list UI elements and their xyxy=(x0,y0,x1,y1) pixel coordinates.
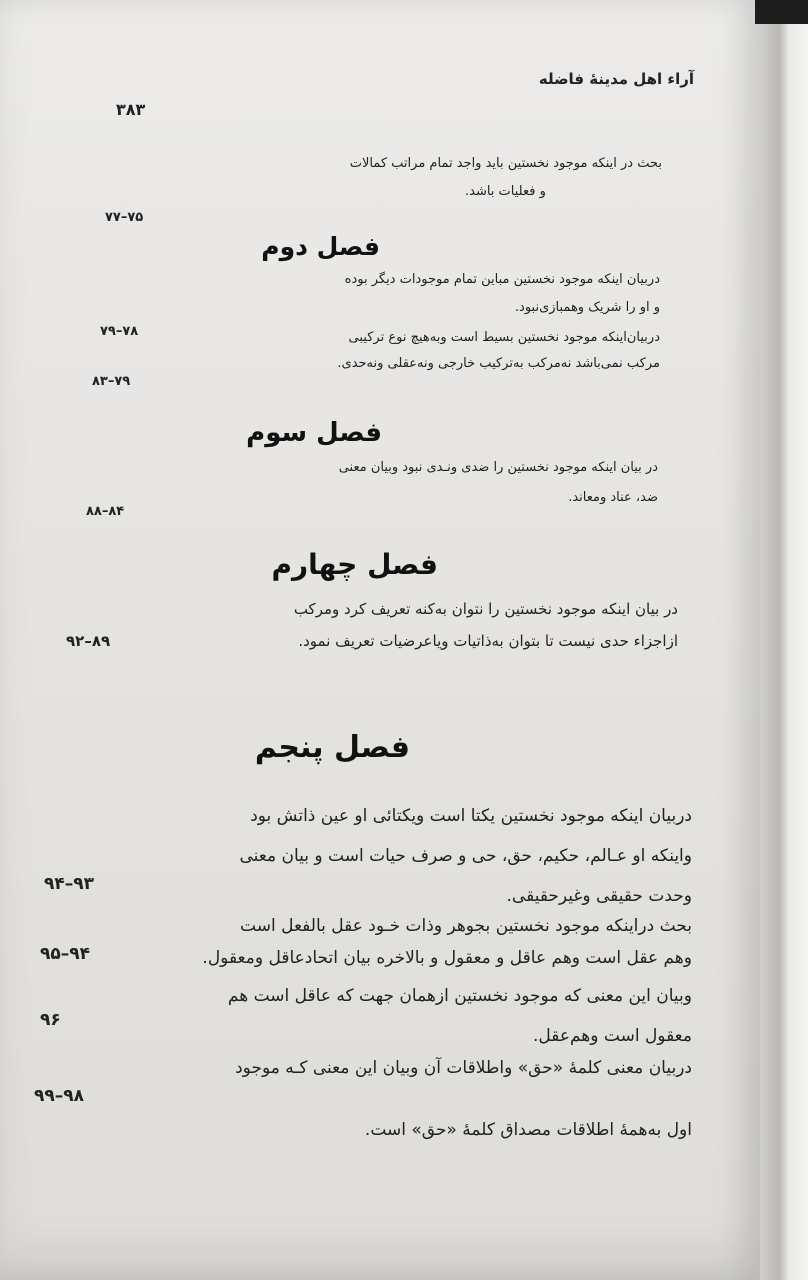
intro-ref: ۷۵–۷۷ xyxy=(105,210,144,225)
section-5-p1-line-1: دربیان اینکه موجود نخستین یکتا است ویکتائی او عین ذاتش بود xyxy=(250,806,692,826)
section-5-p1-ref: ۹۳–۹۴ xyxy=(44,874,95,894)
section-5-p2-line-1: بحث دراینکه موجود نخستین بجوهر وذات خـود عقل بالفعل است xyxy=(240,916,692,936)
section-title-2: فصل دوم xyxy=(261,232,380,261)
section-4-p1-line-1: در بیان اینکه موجود نخستین را نتوان به‌کنه تعریف کرد ومرکب xyxy=(293,600,678,618)
section-5-p3-ref: ۹۶ xyxy=(40,1010,61,1030)
section-2-p1-ref: ۷۸–۷۹ xyxy=(100,324,139,339)
section-2-p1-line-1: دربیان اینکه موجود نخستین مباین تمام موجودات دیگر بوده xyxy=(344,272,660,287)
section-3-p1-ref: ۸۴–۸۸ xyxy=(86,504,125,519)
section-title-4: فصل چهارم xyxy=(271,548,438,581)
section-3-p1-line-2: ضد، عناد ومعاند. xyxy=(568,490,658,505)
section-5-p4-line-2: اول به‌همهٔ اطلاقات مصداق کلمهٔ «حق» است. xyxy=(364,1120,692,1140)
book-page-edge xyxy=(760,0,808,1280)
section-5-p1-line-2: واینکه او عـالم، حکیم، حق، حی و صرف حیات است و بیان معنی xyxy=(239,846,692,866)
section-title-3: فصل سوم xyxy=(246,418,382,448)
intro-line-1: بحث در اینکه موجود نخستین باید واجد تمام مراتب کمالات xyxy=(349,156,662,171)
section-3-p1-line-1: در بیان اینکه موجود نخستین را ضدی ونـدی نبود وبیان معنی xyxy=(338,460,658,475)
section-5-p3-line-2: معقول است وهم‌عقل. xyxy=(532,1026,692,1046)
section-4-p1-line-2: ازاجزاء حدی نیست تا بتوان به‌ذاتیات ویاعرضیات تعریف نمود. xyxy=(298,632,678,650)
section-5-p3-line-1: وبیان این معنی که موجود نخستین ازهمان جهت که عاقل است هم xyxy=(227,986,692,1006)
page-number: ۳۸۳ xyxy=(116,100,146,119)
section-4-p1-ref: ۸۹–۹۲ xyxy=(66,632,111,650)
section-5-p2-ref: ۹۴–۹۵ xyxy=(40,944,91,964)
section-2-p2-line-2: مرکب نمی‌باشد نه‌مرکب به‌ترکیب خارجی ونه‌عقلی ونه‌حدی. xyxy=(337,356,660,371)
section-title-5: فصل پنجم xyxy=(254,730,410,765)
running-header-title: آراء اهل مدينهٔ فاضله xyxy=(538,70,694,88)
section-5-p1-line-3: وحدت حقیقی وغیرحقیقی. xyxy=(506,886,692,906)
section-5-p4-line-1: دربیان معنی کلمهٔ «حق» واطلاقات آن وبیان این معنی کـه موجود xyxy=(235,1058,692,1078)
section-2-p2-line-1: دربیان‌اینکه موجود نخستین بسیط است وبه‌هیچ نوع ترکیبی xyxy=(348,330,660,345)
intro-line-2: و فعلیات باشد. xyxy=(465,184,546,199)
section-5-p2-line-2: وهم عقل است وهم عاقل و معقول و بالاخره بیان اتحادعاقل ومعقول. xyxy=(202,948,692,968)
section-2-p2-ref: ۷۹–۸۳ xyxy=(92,374,131,389)
section-2-p1-line-2: و او را شریک وهمبازی‌نبود. xyxy=(514,300,660,315)
dark-background-corner xyxy=(755,0,808,24)
section-5-p4-ref: ۹۸–۹۹ xyxy=(34,1086,85,1106)
